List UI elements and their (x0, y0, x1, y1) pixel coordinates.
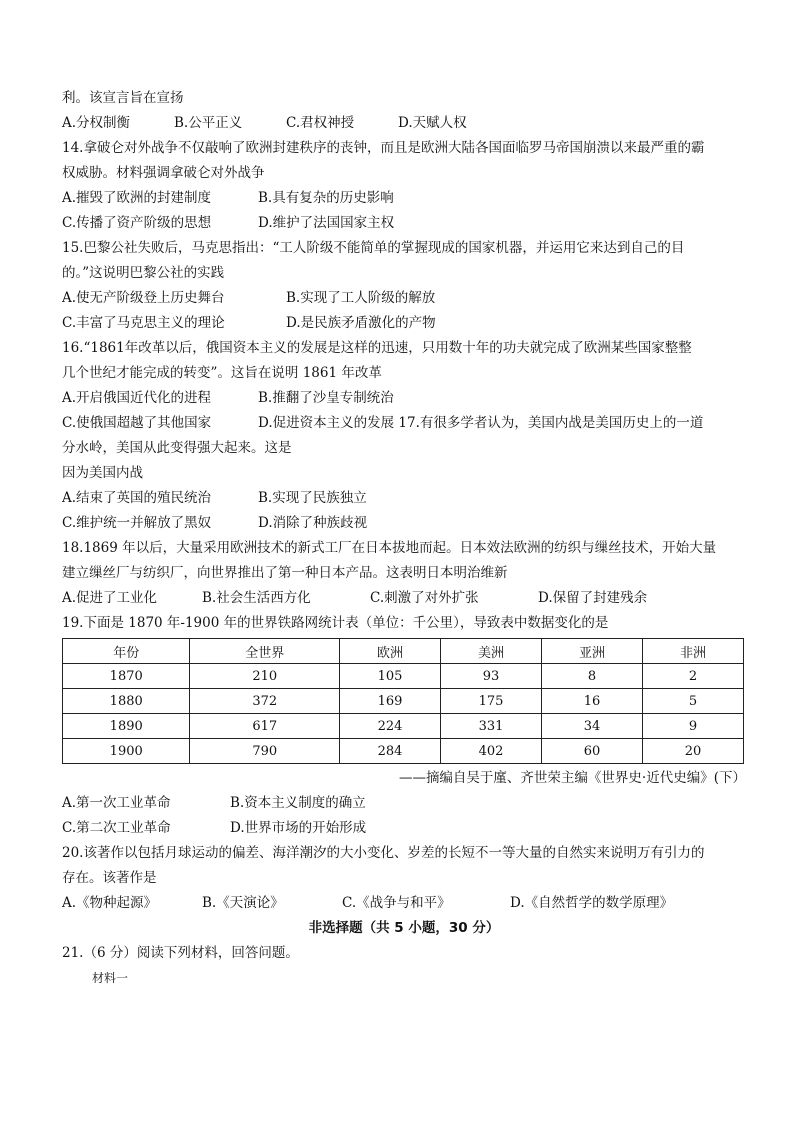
q17-options-row1 (62, 486, 746, 511)
table-source-citation: ——摘编自吴于廑、齐世荣主编《世界史·近代史编》(下） (398, 770, 746, 786)
q15-stem-line2: 的。”这说明巴黎公社的实践 (62, 265, 225, 281)
railway-table (62, 638, 744, 764)
table-cell: 372 (190, 689, 340, 714)
q16-stem-line2: 几个世纪才能完成的转变”。这旨在说明 1861 年改革 (62, 365, 382, 381)
table-cell: 20 (642, 739, 743, 764)
q20-stem-line1: 20.该著作以包括月球运动的偏差、海洋潮汐的大小变化、岁差的长短不一等大量的自然实来说明万有引力的 (62, 845, 705, 861)
q17-stem-line2: 分水岭，美国从此变得强大起来。这是 (62, 440, 292, 456)
q19-option-a: A.第一次工业革命 (62, 795, 171, 811)
table-cell: 8 (541, 664, 642, 689)
q13-option-d: D.天赋人权 (398, 115, 467, 131)
table-cell: 284 (340, 739, 441, 764)
q15-option-b: B.实现了工人阶级的解放 (286, 290, 436, 306)
q15-option-c: C.丰富了马克思主义的理论 (62, 315, 225, 331)
table-cell: 790 (190, 739, 340, 764)
table-header-cell: 年份 (63, 639, 190, 664)
q19-options-row1 (62, 791, 746, 816)
q20-stem-line2: 存在。该著作是 (62, 870, 157, 886)
table-cell: 175 (441, 689, 542, 714)
q18-option-d: D.保留了封建残余 (538, 590, 648, 606)
table-cell: 1900 (63, 739, 190, 764)
table-header-cell: 欧洲 (340, 639, 441, 664)
q13-options (62, 111, 746, 136)
q18-option-c: C.刺激了对外扩张 (370, 590, 479, 606)
q14-stem-line1: 14.拿破仑对外战争不仅敲响了欧洲封建秩序的丧钟，而且是欧洲大陆各国面临罗马帝国崩溃以来最严重的霸 (62, 140, 705, 156)
table-cell: 210 (190, 664, 340, 689)
exam-page (62, 86, 746, 991)
q14-options-row2 (62, 211, 746, 236)
q13-option-b: B.公平正义 (174, 115, 243, 131)
table-cell: 16 (541, 689, 642, 714)
table-cell: 224 (340, 714, 441, 739)
q16-stem-line1: 16.“1861年改革以后，俄国资本主义的发展是这样的迅速，只用数十年的功夫就完成了欧洲某些国家整整 (62, 340, 692, 356)
q15-stem-line1: 15.巴黎公社失败后，马克思指出：“工人阶级不能简单的掌握现成的国家机器，并运用它来达到自己的目 (62, 240, 685, 256)
q16-options-row2 (62, 411, 746, 436)
table-cell: 1890 (63, 714, 190, 739)
table-cell: 1870 (63, 664, 190, 689)
q19-option-d: D.世界市场的开始形成 (230, 820, 367, 836)
q18-options (62, 586, 746, 611)
table-cell: 60 (541, 739, 642, 764)
table-header-row (63, 639, 744, 664)
table-cell: 1880 (63, 689, 190, 714)
table-cell: 105 (340, 664, 441, 689)
table-row (63, 739, 744, 764)
q15-option-a: A.使无产阶级登上历史舞台 (62, 290, 225, 306)
q17-options-row2 (62, 511, 746, 536)
q14-option-d: D.维护了法国国家主权 (258, 215, 395, 231)
q19-options-row2 (62, 816, 746, 841)
table-cell: 2 (642, 664, 743, 689)
q21-stem: 21.（6 分）阅读下列材料，回答问题。 (62, 945, 299, 961)
table-cell: 34 (541, 714, 642, 739)
q16-options-row1 (62, 386, 746, 411)
q19-stem: 19.下面是 1870 年-1900 年的世界铁路网统计表（单位：千公里），导致表中数据变化的是 (62, 615, 609, 631)
table-header-cell: 亚洲 (541, 639, 642, 664)
q13-stem: 利。该宣言旨在宣扬 (62, 90, 184, 106)
q20-option-b: B.《天演论》 (202, 895, 284, 911)
q20-option-d: D.《自然哲学的数学原理》 (510, 895, 674, 911)
q17-option-b: B.实现了民族独立 (258, 490, 367, 506)
q18-stem-line2: 建立缫丝厂与纺织厂，向世界推出了第一种日本产品。这表明日本明治维新 (62, 565, 508, 581)
q13-option-a: A.分权制衡 (62, 115, 131, 131)
q14-option-b: B.具有复杂的历史影响 (258, 190, 394, 206)
q20-option-c: C.《战争与和平》 (342, 895, 451, 911)
table-row (63, 664, 744, 689)
table-row (63, 714, 744, 739)
q15-options-row1 (62, 286, 746, 311)
q17-option-d: D.消除了种族歧视 (258, 515, 368, 531)
q17-option-c: C.维护统一并解放了黑奴 (62, 515, 212, 531)
table-cell: 93 (441, 664, 542, 689)
q14-option-a: A.摧毁了欧洲的封建制度 (62, 190, 212, 206)
q17-stem-line3: 因为美国内战 (62, 465, 143, 481)
q16-option-b: B.推翻了沙皇专制统治 (258, 390, 394, 406)
q15-options-row2 (62, 311, 746, 336)
table-cell: 402 (441, 739, 542, 764)
q19-option-b: B.资本主义制度的确立 (230, 795, 366, 811)
table-header-cell: 非洲 (642, 639, 743, 664)
table-cell: 9 (642, 714, 743, 739)
q18-option-a: A.促进了工业化 (62, 590, 158, 606)
table-header-cell: 美洲 (441, 639, 542, 664)
q15-option-d: D.是民族矛盾激化的产物 (286, 315, 436, 331)
table-header-cell: 全世界 (190, 639, 340, 664)
q18-stem-line1: 18.1869 年以后，大量采用欧洲技术的新式工厂在日本拔地而起。日本效法欧洲的纺织与缫丝技术，开始大量 (62, 540, 717, 556)
q20-option-a: A.《物种起源》 (62, 895, 158, 911)
q16-option-d: D.促进资本主义的发展 17.有很多学者认为，美国内战是美国历史上的一道 (258, 415, 704, 431)
table-cell: 5 (642, 689, 743, 714)
q17-option-a: A.结束了英国的殖民统治 (62, 490, 212, 506)
q13-option-c: C.君权神授 (286, 115, 355, 131)
table-cell: 169 (340, 689, 441, 714)
q18-option-b: B.社会生活西方化 (202, 590, 311, 606)
q16-option-c: C.使俄国超越了其他国家 (62, 415, 212, 431)
q14-options-row1 (62, 186, 746, 211)
table-row (63, 689, 744, 714)
q19-option-c: C.第二次工业革命 (62, 820, 171, 836)
section-title: 非选择题（共 5 小题，30 分） (308, 920, 500, 936)
table-cell: 617 (190, 714, 340, 739)
q20-options (62, 891, 746, 916)
q21-material-label: 材料一 (92, 971, 129, 985)
q14-option-c: C.传播了资产阶级的思想 (62, 215, 212, 231)
table-cell: 331 (441, 714, 542, 739)
q16-option-a: A.开启俄国近代化的进程 (62, 390, 212, 406)
q14-stem-line2: 权威胁。材料强调拿破仑对外战争 (62, 165, 265, 181)
